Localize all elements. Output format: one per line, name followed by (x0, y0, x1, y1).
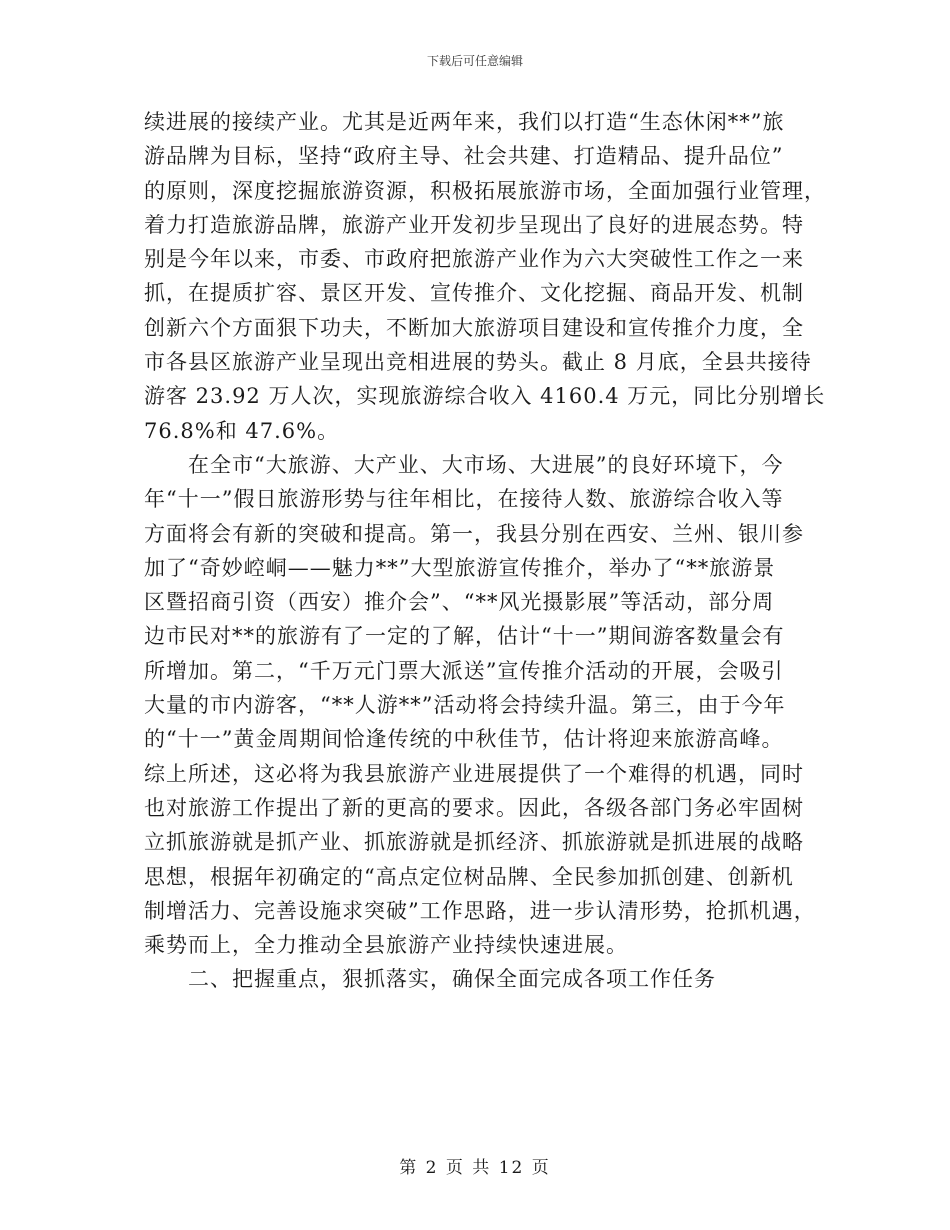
text-line: 游品牌为目标，坚持“政府主导、社会共建、打造精品、提升品位” (144, 144, 784, 169)
text-line: 边市民对**的旅游有了一定的了解，估计“十一”期间游客数量会有 (144, 624, 785, 649)
text-line: 76.8%和 47.6%。 (144, 418, 340, 443)
section-heading-text: 二、把握重点，狠抓落实，确保全面完成各项工作任务 (188, 967, 716, 992)
text-line: 立抓旅游就是抓产业、抓旅游就是抓经济、抓旅游就是抓进展的战略 (144, 830, 804, 855)
text-line: 着力打造旅游品牌，旅游产业开发初步呈现出了良好的进展态势。特 (144, 212, 804, 237)
text-line: 方面将会有新的突破和提高。第一，我县分别在西安、兰州、银川参 (144, 521, 804, 546)
text-line: 的“十一”黄金周期间恰逢传统的中秋佳节，估计将迎来旅游高峰。 (144, 727, 784, 752)
text-line: 抓，在提质扩容、景区开发、宣传推介、文化挖掘、商品开发、机制 (144, 281, 804, 306)
text-line: 所增加。第二，“千万元门票大派送”宣传推介活动的开展，会吸引 (144, 658, 784, 683)
section-heading (144, 962, 804, 996)
page-header: 下载后可任意编辑 (426, 54, 523, 68)
document-body (144, 105, 826, 997)
text-line: 续进展的接续产业。尤其是近两年来，我们以打造“生态休闲**”旅 (144, 110, 785, 134)
text-line: 游客 23.92 万人次，实现旅游综合收入 4160.4 万元，同比分别增长 (144, 384, 826, 409)
text-line: 制增活力、完善设施求突破”工作思路，进一步认清形势，抢抓机遇， (144, 898, 816, 923)
text-line: 也对旅游工作提出了新的更高的要求。因此，各级各部门务必牢固树 (144, 795, 804, 820)
text-line: 的原则，深度挖掘旅游资源，积极拓展旅游市场，全面加强行业管理， (144, 178, 826, 203)
paragraph (144, 105, 826, 448)
text-line: 加了“奇妙崆峒——魅力**”大型旅游宣传推介，举办了“**旅游景 (144, 555, 776, 580)
page-number: 第 2 页 共 12 页 (399, 1158, 551, 1178)
text-line: 乘势而上，全力推动全县旅游产业持续快速进展。 (144, 933, 628, 958)
text-line: 区暨招商引资（西安）推介会”、“**风光摄影展”等活动，部分周 (144, 590, 775, 615)
text-line: 年“十一”假日旅游形势与往年相比，在接待人数、旅游综合收入等 (144, 487, 784, 512)
text-line: 大量的市内游客，“**人游**”活动将会持续升温。第三，由于今年 (144, 693, 786, 718)
text-line: 在全市“大旅游、大产业、大市场、大进展”的良好环境下，今 (188, 452, 784, 477)
text-line: 市各县区旅游产业呈现出竞相进展的势头。截止 8 月底，全县共接待 (144, 350, 812, 375)
text-line: 创新六个方面狠下功夫，不断加大旅游项目建设和宣传推介力度，全 (144, 315, 804, 340)
text-line: 思想，根据年初确定的“高点定位树品牌、全民参加抓创建、创新机 (144, 864, 794, 889)
text-line: 综上所述，这必将为我县旅游产业进展提供了一个难得的机遇，同时 (144, 761, 804, 786)
text-line: 别是今年以来，市委、市政府把旅游产业作为六大突破性工作之一来 (144, 247, 804, 272)
paragraph (144, 448, 816, 962)
